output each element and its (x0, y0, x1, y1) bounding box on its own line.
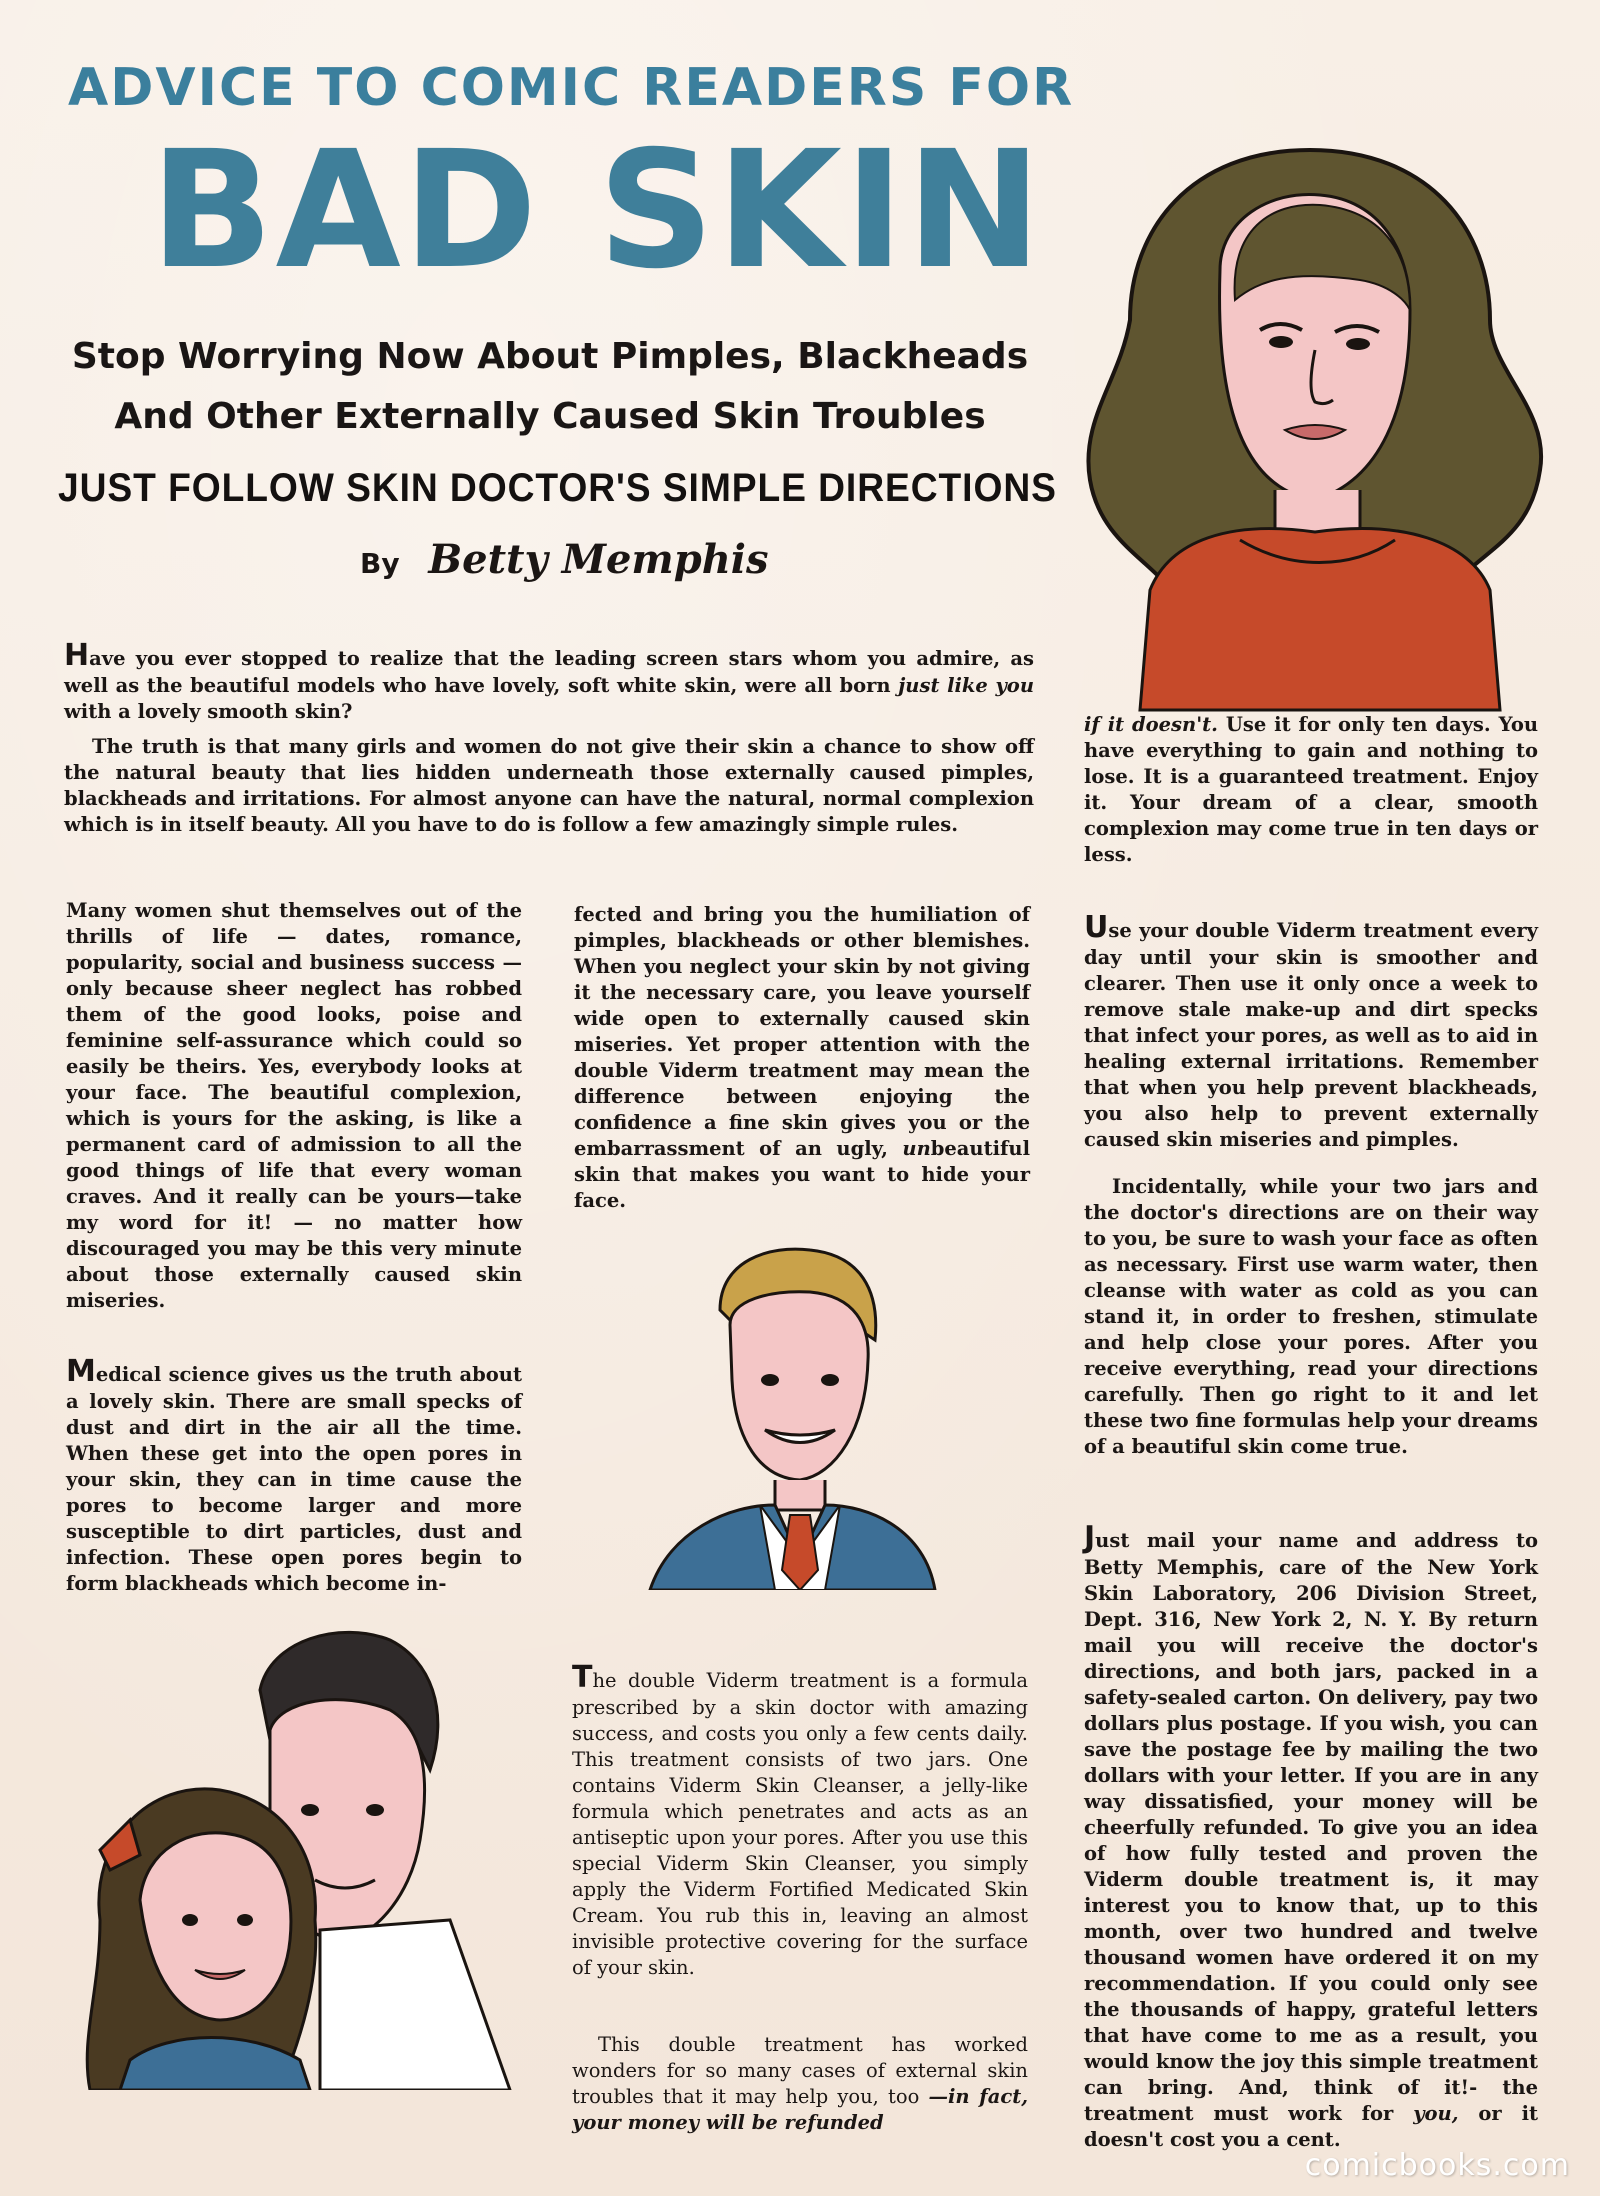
col3-p4-initial: J (1084, 1520, 1096, 1555)
intro-text: ave you ever stopped to realize that the leading screen stars whom you admire, as well as the beautiful models who have lovely, soft white skin, were all born (64, 647, 1034, 697)
column-2-paragraph-2 (572, 1660, 1028, 1981)
author-signature: Betty Memphis (428, 536, 769, 583)
truth-text: The truth is that many girls and women do not give their skin a chance to show off the natural beauty that lies hidden underneath those externally caused pimples, blackheads and irritations. For almost anyone can have the natural, normal complexion which is in itself beauty. All you have to do is follow a few amazingly simple rules. (64, 735, 1034, 836)
col2-p2-initial: T (572, 1660, 593, 1695)
col3-p2-text: se your double Viderm treatment every day until your skin is smoother and clearer. Then use it only once a week to remove stale make-up and dirt specks that infect your pores, as well as to aid in healing external irritations. Remember that when you help prevent blackheads, you also help to prevent externally caused skin miseries and pimples. (1084, 919, 1538, 1151)
intro-paragraph (64, 638, 1034, 725)
young-man-illustration (640, 1230, 940, 1590)
byline (360, 536, 769, 583)
truth-paragraph (64, 734, 1034, 838)
col3-p4-text: ust mail your name and address to Betty Memphis, care of the New York Skin Laboratory, 206 Division Street, Dept. 316, New York 2, N. Y. By return mail you will receive the doctor's directions, and both jars, packed in a safety-sealed carton. On delivery, pay two dollars plus postage. If you wish, you can save the postage fee by mailing the two dollars with your letter. If you are in any way dissatisfied, your money will be cheerfully refunded. To give you an idea of how fully tested and proven the Viderm double treatment is, it may interest you to know that, up to this month, over two hundred and twelve thousand women have ordered it on my recommendation. If you could only see the thousands of happy, grateful letters that have come to me as a result, you would know the joy this simple treatment can bring. And, think of it!- the treatment must work for (1084, 1529, 1538, 2125)
col3-p4-italic: you, (1413, 2102, 1459, 2125)
column-3-paragraph-4 (1084, 1520, 1538, 2153)
col2-p1-italic: un (902, 1137, 931, 1160)
column-3-paragraph-1 (1084, 712, 1538, 868)
kicker-heading: ADVICE TO COMIC READERS FOR (68, 58, 1075, 118)
col1-p2-initial: M (66, 1354, 96, 1389)
intro-tail: with a lovely smooth skin? (64, 700, 353, 723)
col2-p2-text: he double Viderm treatment is a formula prescribed by a skin doctor with amazing success, and costs you only a few cents daily. This treatment consists of two jars. One contains Viderm Skin Cleanser, a jelly-like formula which penetrates and acts as an antiseptic upon your pores. After you use this special Viderm Skin Cleanser, you simply apply the Viderm Fortified Medicated Skin Cream. You rub this in, leaving an almost invisible protective covering for the surface of your skin. (572, 1669, 1028, 1979)
main-headline: BAD SKIN (150, 117, 1044, 305)
column-1-paragraph-2 (66, 1354, 522, 1597)
col2-p1-text-a: fected and bring you the humiliation of pimples, blackheads or other blemishes. When you neglect your skin by not giving it the necessary care, you leave yourself wide open to externally caused skin miseries. Yet proper attention with the double Viderm treatment may mean the difference between enjoying the confidence a fine skin gives you or the embarrassment of an ugly, (574, 903, 1030, 1160)
column-3-paragraph-3 (1084, 1174, 1538, 1460)
col1-p1-text: Many women shut themselves out of the thrills of life — dates, romance, popularity, social and business success —only because sheer neglect has robbed them of the good looks, poise and feminine self-assurance which could so easily be theirs. Yes, everybody looks at your face. The beautiful complexion, which is yours for the asking, is like a permanent card of admission to all the good things of life that every woman craves. And it really can be yours—take my word for it! — no matter how discouraged you may be this very minute about those externally caused skin miseries. (66, 899, 522, 1312)
directions-heading: JUST FOLLOW SKIN DOCTOR'S SIMPLE DIRECTIONS (58, 466, 1057, 510)
site-watermark: comicbooks.com (1304, 2148, 1570, 2183)
subheading-line-1: Stop Worrying Now About Pimples, Blackheads (71, 336, 1029, 377)
column-3-paragraph-2 (1084, 910, 1538, 1153)
col2-p1-text-b: beautiful skin that makes you want to hide your face. (574, 1137, 1030, 1212)
intro-initial: H (64, 638, 90, 673)
column-2-paragraph-1 (574, 902, 1030, 1214)
byline-prefix: By (360, 547, 400, 580)
col3-p1-italic: if it doesn't. (1084, 713, 1218, 736)
col3-p4-tail: or it doesn't cost you a cent. (1084, 2102, 1539, 2151)
couple-illustration (70, 1620, 530, 2090)
subheading-line-2: And Other Externally Caused Skin Troubles (114, 396, 986, 437)
col2-p3-text: This double treatment has worked wonders for so many cases of external skin troubles that it may help you, too (572, 2033, 1028, 2108)
col2-p3-italic: —in fact, your money will be refunded (572, 2085, 1029, 2134)
woman-portrait-illustration (1060, 120, 1560, 720)
col3-p3-text: Incidentally, while your two jars and the doctor's directions are on their way to you, be sure to wash your face as often as necessary. First use warm water, then cleanse with water as cold as you can stand it, in order to freshen, stimulate and help close your pores. After you receive everything, read your directions carefully. Then go right to it and let these two fine formulas help your dreams of a beautiful skin come true. (1084, 1175, 1538, 1458)
col1-p2-text: edical science gives us the truth about a lovely skin. There are small specks of dust and dirt in the air all the time. When these get into the open pores in your skin, they can in time cause the pores to become larger and more susceptible to dirt particles, dust and infection. These open pores begin to form blackheads which become in- (66, 1363, 522, 1595)
col3-p1-text: Use it for only ten days. You have everything to gain and nothing to lose. It is a guaranteed treatment. Enjoy it. Your dream of a clear, smooth complexion may come true in ten days or less. (1084, 713, 1538, 866)
intro-italic: just like you (898, 674, 1034, 697)
column-1-paragraph-1 (66, 898, 522, 1314)
col3-p2-initial: U (1084, 910, 1109, 945)
column-2-paragraph-3 (572, 2032, 1028, 2136)
